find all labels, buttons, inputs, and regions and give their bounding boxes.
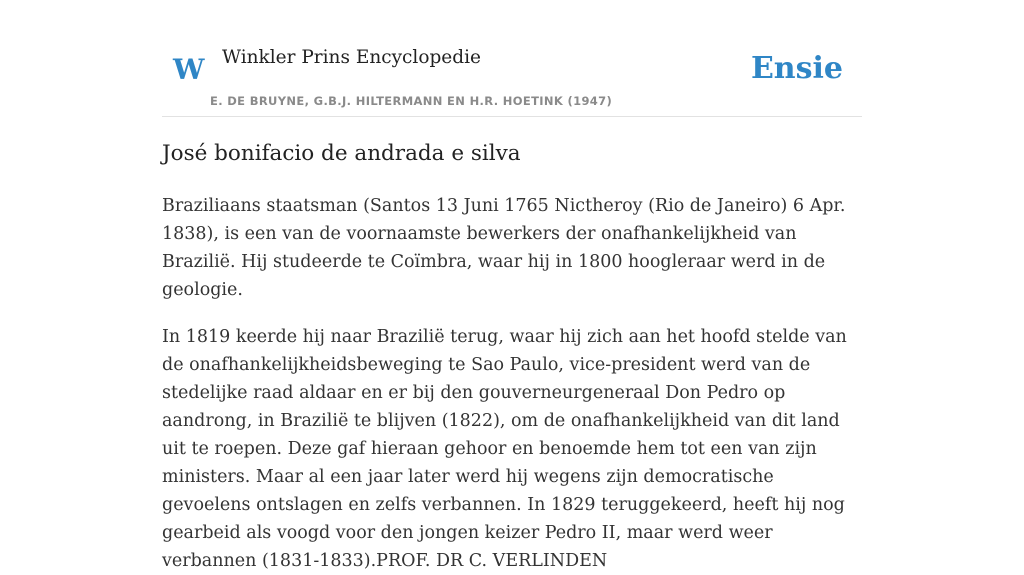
article-title: José bonifacio de andrada e silva — [162, 141, 521, 166]
publication-authors: E. DE BRUYNE, G.B.J. HILTERMANN EN H.R. HOETINK (1947) — [210, 94, 613, 108]
publication-title[interactable]: Winkler Prins Encyclopedie — [222, 47, 481, 68]
article-paragraph-1: Braziliaans staatsman (Santos 13 Juni 1765 Nictheroy (Rio de Janeiro) 6 Apr. 1838), is een van de voornaamste bewerkers der onafhankelijkheid van Brazilië. Hij studeerde te Coïmbra, waar hij in 1800 hoogleraar werd in de geologie. — [162, 196, 846, 300]
article-paragraph-2: In 1819 keerde hij naar Brazilië terug, waar hij zich aan het hoofd stelde van de onafhankelijkheidsbeweging te Sao Paulo, vice-president werd van de stedelijke raad aldaar en er bij den gouverneurgeneraal Don Pedro op aandrong, in Brazilië te blijven (1822), om de onafhankelijkheid van dit land uit te roepen. Deze gaf hieraan gehoor en benoemde hem tot een van zijn ministers. Maar al een jaar later werd hij wegens zijn democratische gevoelens ontslagen en zelfs verbannen. In 1829 teruggekeerd, heeft hij nog gearbeid als voogd voor den jongen keizer Pedro II, maar werd weer verbannen (1831-1833).PROF. DR C. VERLINDEN — [162, 327, 847, 571]
site-header — [162, 0, 862, 117]
winkler-prins-logo[interactable]: W — [173, 53, 205, 86]
article — [162, 132, 862, 575]
ensie-brand-logo[interactable]: Ensie — [750, 51, 843, 86]
